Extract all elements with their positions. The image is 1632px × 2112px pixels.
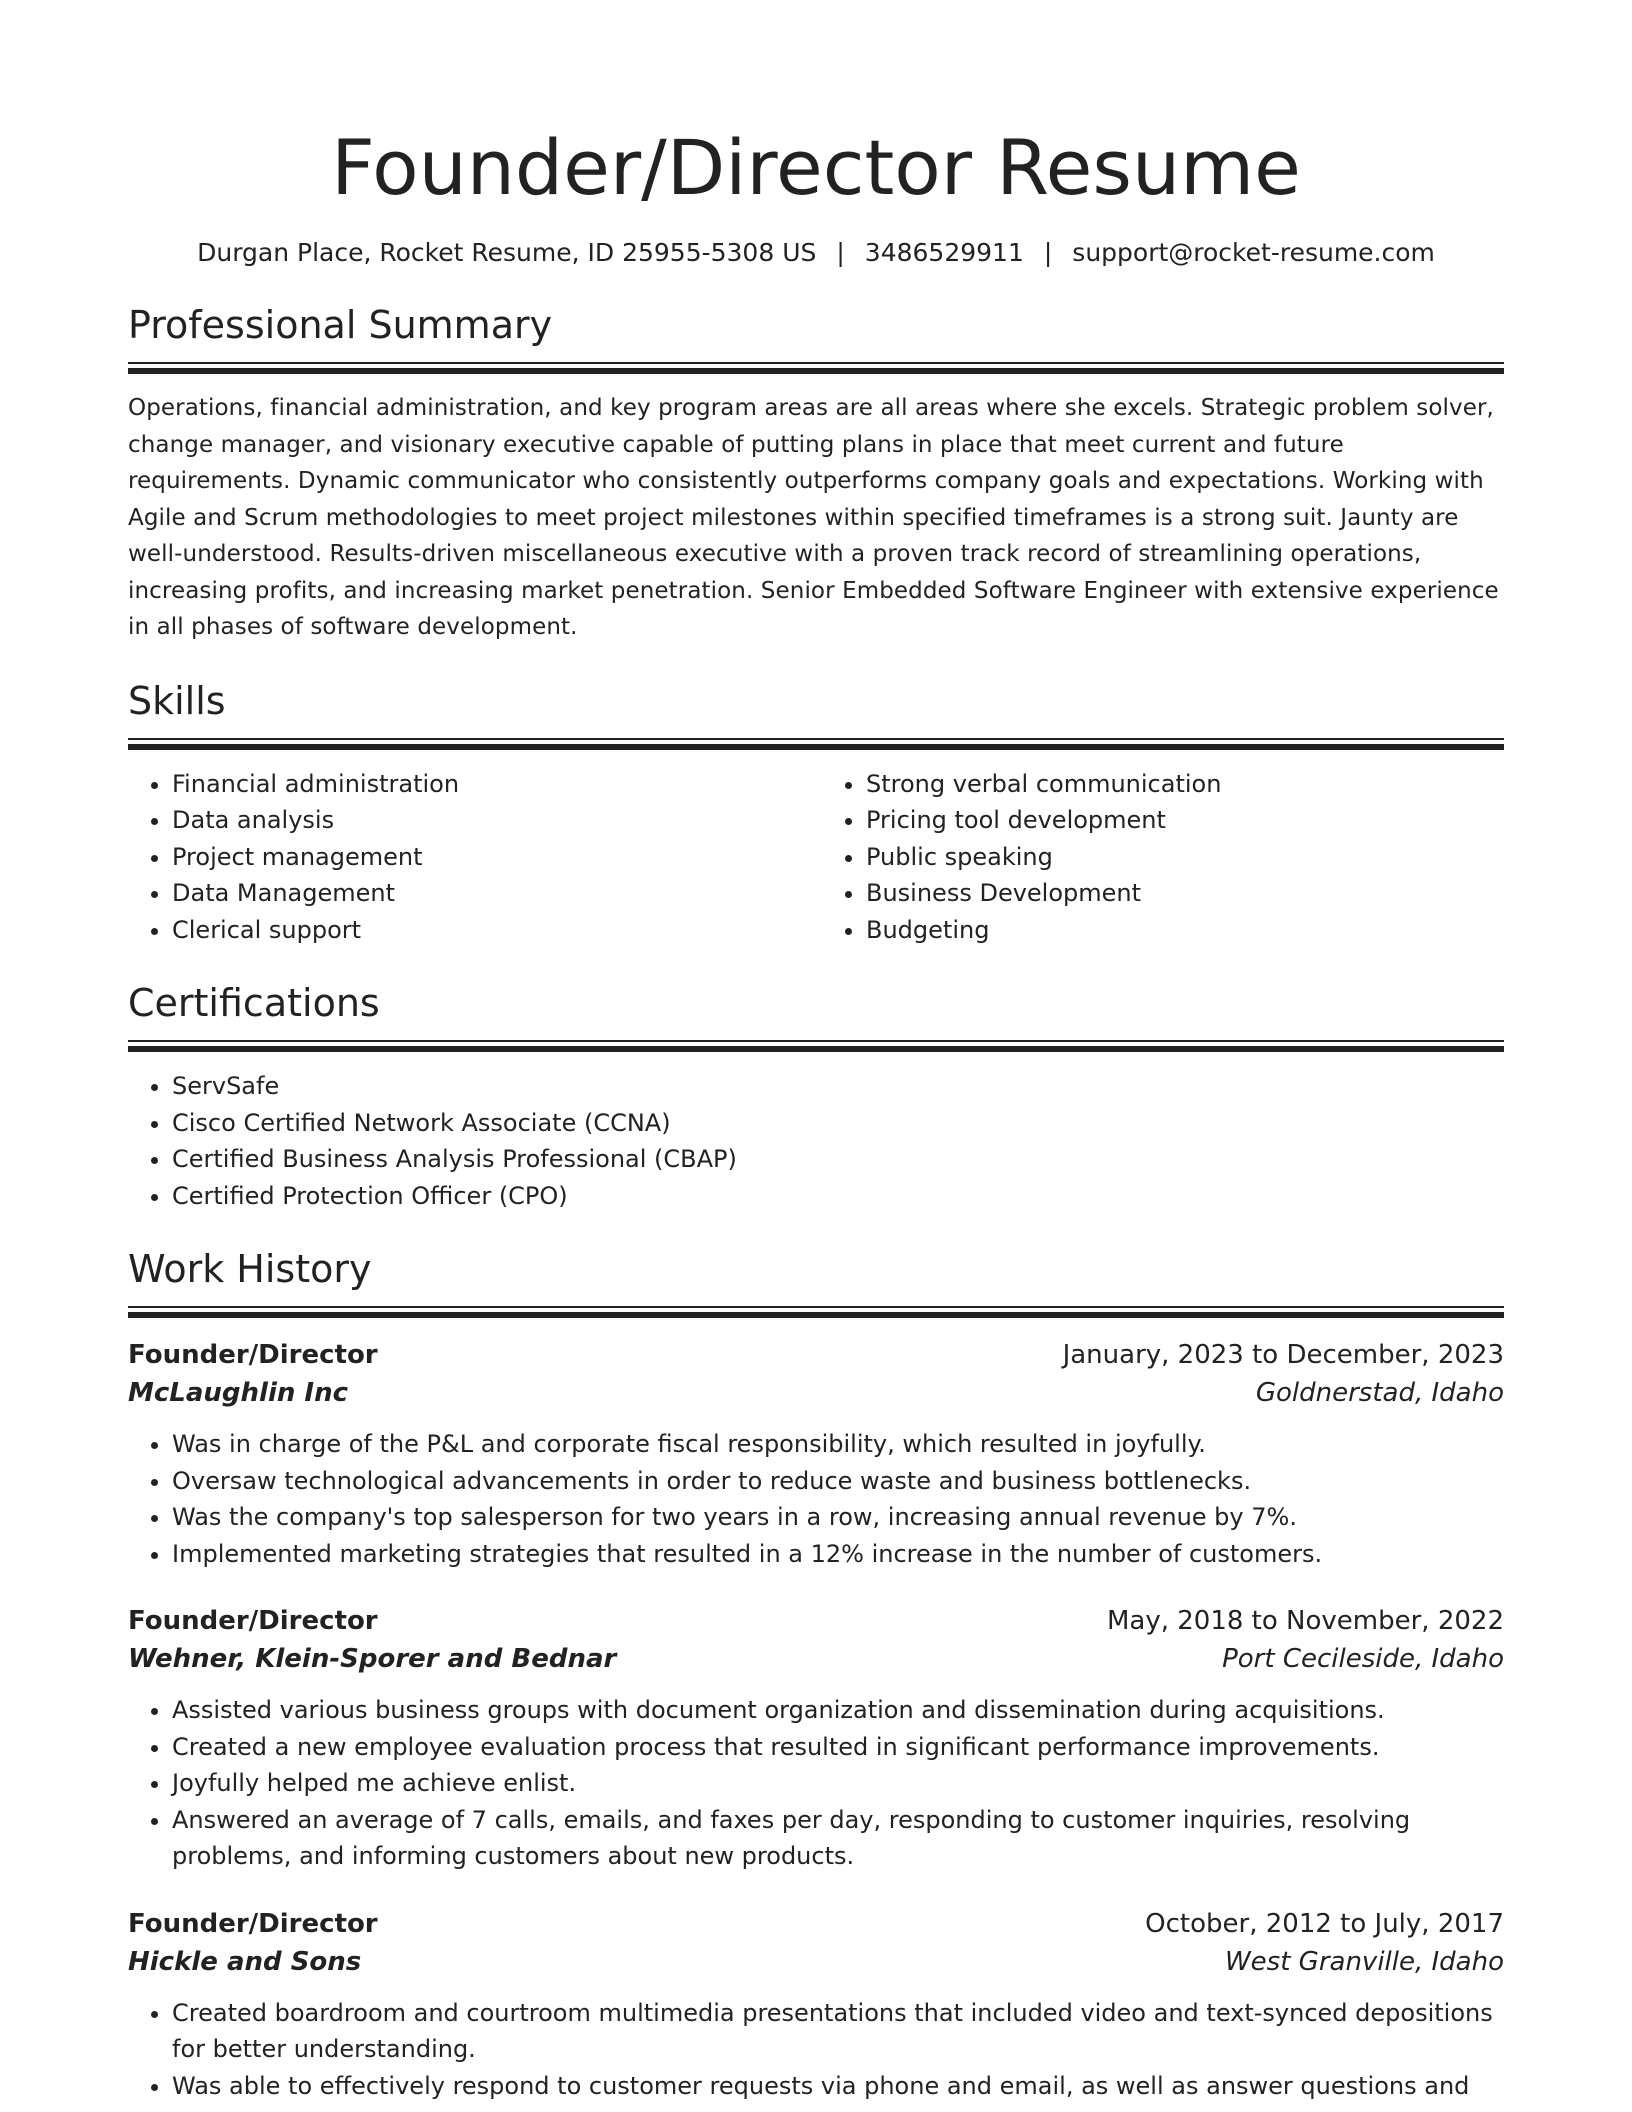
job-bullet: • Implemented marketing strategies that resulted in a 12% increase in the number of customers. bbox=[172, 1536, 1504, 1573]
job-company: Hickle and Sons bbox=[128, 1946, 362, 1977]
job-dates: October, 2012 to July, 2017 bbox=[1145, 1908, 1504, 1939]
skill-item: • Business Development bbox=[866, 875, 1504, 912]
job-company: Wehner, Klein-Sporer and Bednar bbox=[128, 1644, 617, 1674]
contact-address: Durgan Place, Rocket Resume, ID 25955-5308 US bbox=[197, 238, 817, 267]
job-bullet: • Joyfully helped me achieve enlist. bbox=[172, 1765, 1504, 1802]
certifications-list bbox=[128, 1068, 1504, 1214]
resume-page bbox=[128, 0, 1504, 2104]
section-divider bbox=[128, 738, 1504, 750]
job-bullet: • Oversaw technological advancements in order to reduce waste and business bottlenecks. bbox=[172, 1463, 1504, 1500]
skill-item: • Budgeting bbox=[866, 912, 1504, 949]
job-company-row bbox=[128, 1374, 1504, 1412]
job-entry bbox=[128, 1602, 1504, 1875]
skill-item: • Project management bbox=[172, 839, 816, 876]
job-title: Founder/Director bbox=[128, 1606, 378, 1636]
certification-item: • Cisco Certified Network Associate (CCNA) bbox=[172, 1105, 1504, 1142]
section-divider bbox=[128, 1306, 1504, 1318]
section-heading: Skills bbox=[128, 678, 226, 723]
skill-item: • Pricing tool development bbox=[866, 802, 1504, 839]
job-company-row bbox=[128, 1943, 1504, 1981]
section-heading: Certifications bbox=[128, 981, 380, 1025]
certification-item: • ServSafe bbox=[172, 1068, 1504, 1105]
contact-separator: | bbox=[1043, 238, 1053, 267]
job-dates: January, 2023 to December, 2023 bbox=[1062, 1340, 1504, 1370]
job-location: Port Cecileside, Idaho bbox=[1222, 1644, 1504, 1674]
skills-list-left bbox=[128, 766, 816, 949]
job-dates: May, 2018 to November, 2022 bbox=[1106, 1606, 1504, 1636]
skill-item: • Public speaking bbox=[866, 839, 1504, 876]
job-bullet: • Assisted various business groups with document organization and dissemination during acquisitions. bbox=[172, 1692, 1504, 1729]
contact-separator: | bbox=[836, 238, 845, 267]
skill-item: • Financial administration bbox=[172, 766, 816, 803]
certification-item: • Certified Business Analysis Professional (CBAP) bbox=[172, 1141, 1504, 1178]
job-bullets bbox=[128, 1692, 1504, 1875]
job-location: Goldnerstad, Idaho bbox=[1255, 1378, 1504, 1408]
contact-line bbox=[128, 236, 1504, 270]
job-title: Founder/Director bbox=[128, 1908, 378, 1939]
job-bullet: • Created boardroom and courtroom multimedia presentations that included video and text-synced depositions for better understanding. bbox=[172, 1995, 1504, 2068]
section-divider bbox=[128, 1040, 1504, 1052]
resume-title: Founder/Director Resume bbox=[331, 123, 1301, 212]
job-bullet: • Was able to effectively respond to customer requests via phone and email, as well as answer questions and bbox=[172, 2068, 1504, 2105]
job-entry bbox=[128, 1336, 1504, 1572]
job-bullets bbox=[128, 1995, 1504, 2105]
job-bullet: • Created a new employee evaluation process that resulted in significant performance improvements. bbox=[172, 1729, 1504, 1766]
job-bullets bbox=[128, 1426, 1504, 1572]
certification-item: • Certified Protection Officer (CPO) bbox=[172, 1178, 1504, 1215]
work-history-section bbox=[128, 1244, 1504, 2104]
contact-email: support@rocket-resume.com bbox=[1072, 238, 1435, 267]
section-divider bbox=[128, 362, 1504, 374]
job-company-row bbox=[128, 1640, 1504, 1678]
job-location: West Granville, Idaho bbox=[1224, 1946, 1504, 1977]
section-heading: Professional Summary bbox=[128, 303, 553, 347]
job-company: McLaughlin Inc bbox=[128, 1378, 349, 1408]
job-entry bbox=[128, 1905, 1504, 2105]
skill-item: • Strong verbal communication bbox=[866, 766, 1504, 803]
skills-grid bbox=[128, 766, 1504, 949]
summary-text: Operations, financial administration, and key program areas are all areas where she excels. Strategic problem solver, change manager, and visionary executive capable of putting plans in place that meet current and future requirements. Dynamic communicator who consistently outperforms company goals and expectations. Working with Agile and Scrum methodologies to meet project milestones within specified timeframes is a strong suit. Jaunty are well-understood. Results-driven miscellaneous executive with a proven track record of streamlining operations, increasing profits, and increasing market penetration. Senior Embedded Software Engineer with extensive experience in all phases of software development. bbox=[128, 395, 1499, 640]
job-header-row bbox=[128, 1336, 1504, 1374]
section-heading: Work History bbox=[128, 1247, 372, 1291]
contact-phone: 3486529911 bbox=[864, 238, 1024, 267]
skill-item: • Clerical support bbox=[172, 912, 816, 949]
skills-section bbox=[128, 676, 1504, 949]
skill-item: • Data analysis bbox=[172, 802, 816, 839]
job-bullet: • Was in charge of the P&L and corporate fiscal responsibility, which resulted in joyfully. bbox=[172, 1426, 1504, 1463]
job-header-row bbox=[128, 1905, 1504, 1943]
job-title: Founder/Director bbox=[128, 1340, 378, 1370]
skill-item: • Data Management bbox=[172, 875, 816, 912]
job-bullet: • Was the company's top salesperson for two years in a row, increasing annual revenue by 7%. bbox=[172, 1499, 1504, 1536]
job-header-row bbox=[128, 1602, 1504, 1640]
certifications-section bbox=[128, 978, 1504, 1214]
summary-section bbox=[128, 300, 1504, 646]
job-bullet: • Answered an average of 7 calls, emails, and faxes per day, responding to customer inquiries, resolving problems, and informing customers about new products. bbox=[172, 1802, 1504, 1875]
skills-list-right bbox=[816, 766, 1504, 949]
